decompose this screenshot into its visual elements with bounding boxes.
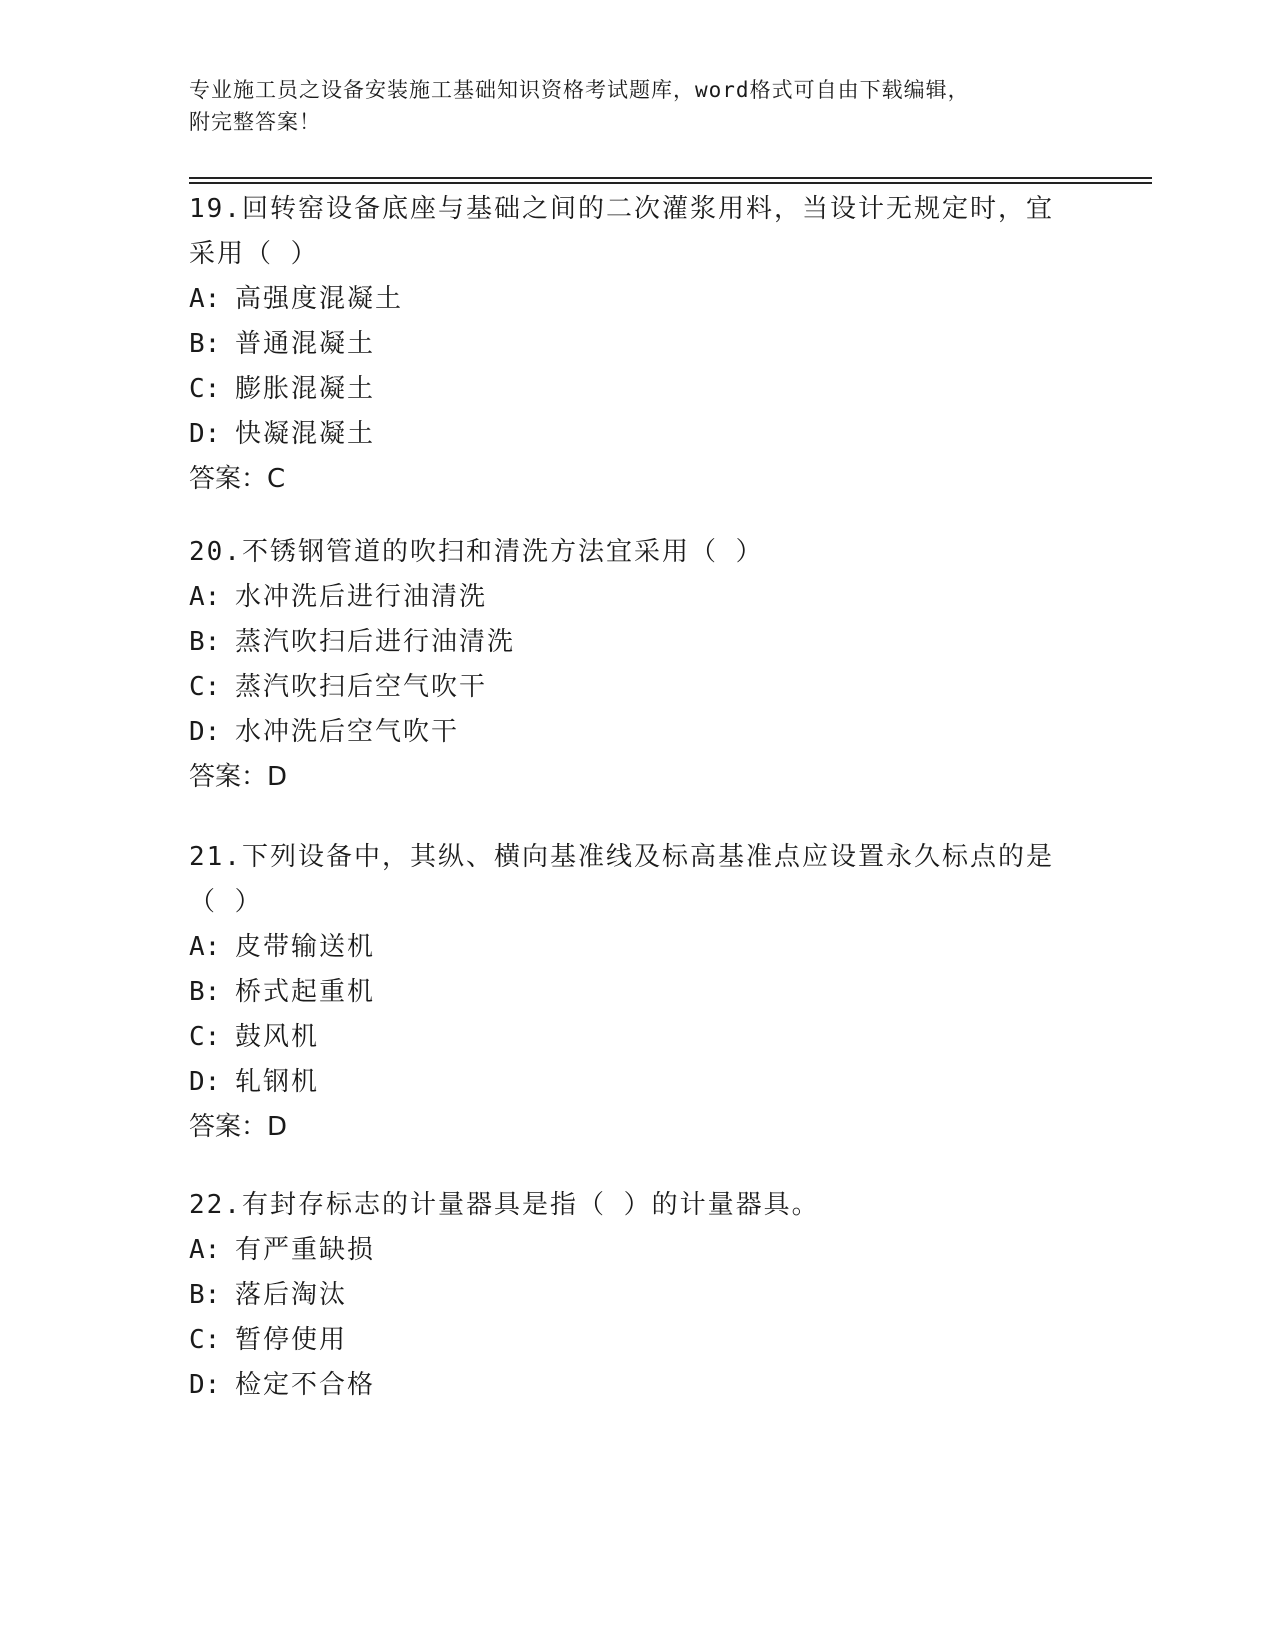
header-divider-bottom bbox=[189, 182, 1152, 184]
question-text: 21.下列设备中，其纵、横向基准线及标高基准点应设置永久标点的是 bbox=[189, 842, 1054, 872]
option-d bbox=[189, 1060, 1089, 1105]
answer-line: 答案：C bbox=[189, 464, 286, 494]
option-c bbox=[189, 367, 1089, 412]
document-page bbox=[189, 0, 1149, 1650]
question-text-continued: （ ） bbox=[189, 887, 263, 917]
option-text: 皮带输送机 bbox=[235, 932, 376, 962]
option-c bbox=[189, 1318, 1089, 1363]
option-letter: A: bbox=[189, 582, 221, 612]
option-letter: C: bbox=[189, 374, 221, 404]
option-letter: C: bbox=[189, 1325, 221, 1355]
option-a bbox=[189, 277, 1089, 322]
option-text: 鼓风机 bbox=[235, 1022, 320, 1052]
option-a bbox=[189, 1228, 1089, 1273]
option-text: 快凝混凝土 bbox=[235, 419, 376, 449]
option-letter: B: bbox=[189, 1280, 221, 1310]
document-header bbox=[189, 74, 1089, 138]
option-letter: B: bbox=[189, 627, 221, 657]
question-text: 19.回转窑设备底座与基础之间的二次灌浆用料，当设计无规定时，宜 bbox=[189, 194, 1054, 224]
option-letter: C: bbox=[189, 1022, 221, 1052]
option-letter: D: bbox=[189, 419, 221, 449]
option-letter: A: bbox=[189, 932, 221, 962]
header-divider-top bbox=[189, 177, 1152, 179]
option-text: 检定不合格 bbox=[235, 1370, 376, 1400]
option-text: 桥式起重机 bbox=[235, 977, 376, 1007]
header-line-2: 附完整答案！ bbox=[189, 110, 321, 134]
answer-line: 答案：D bbox=[189, 1112, 288, 1142]
option-d bbox=[189, 412, 1089, 457]
header-line-1: 专业施工员之设备安装施工基础知识资格考试题库，word格式可自由下载编辑， bbox=[189, 78, 970, 102]
option-letter: C: bbox=[189, 672, 221, 702]
option-letter: A: bbox=[189, 284, 221, 314]
option-a bbox=[189, 925, 1089, 970]
option-b bbox=[189, 322, 1089, 367]
option-d bbox=[189, 710, 1089, 755]
question-19 bbox=[189, 187, 1089, 502]
option-b bbox=[189, 620, 1089, 665]
option-text: 落后淘汰 bbox=[235, 1280, 348, 1310]
question-text: 22.有封存标志的计量器具是指（ ）的计量器具。 bbox=[189, 1190, 820, 1220]
option-text: 水冲洗后空气吹干 bbox=[235, 717, 460, 747]
question-21 bbox=[189, 835, 1089, 1150]
option-letter: B: bbox=[189, 329, 221, 359]
option-c bbox=[189, 665, 1089, 710]
question-text: 20.不锈钢管道的吹扫和清洗方法宜采用（ ） bbox=[189, 537, 764, 567]
option-text: 普通混凝土 bbox=[235, 329, 376, 359]
option-text: 高强度混凝土 bbox=[235, 284, 404, 314]
option-text: 蒸汽吹扫后空气吹干 bbox=[235, 672, 488, 702]
option-text: 水冲洗后进行油清洗 bbox=[235, 582, 488, 612]
option-letter: D: bbox=[189, 1067, 221, 1097]
option-d bbox=[189, 1363, 1089, 1408]
option-a bbox=[189, 575, 1089, 620]
option-b bbox=[189, 970, 1089, 1015]
option-text: 轧钢机 bbox=[235, 1067, 320, 1097]
question-22 bbox=[189, 1183, 1089, 1408]
question-text-continued: 采用（ ） bbox=[189, 239, 319, 269]
option-c bbox=[189, 1015, 1089, 1060]
option-letter: B: bbox=[189, 977, 221, 1007]
option-text: 膨胀混凝土 bbox=[235, 374, 376, 404]
option-text: 有严重缺损 bbox=[235, 1235, 376, 1265]
option-letter: D: bbox=[189, 1370, 221, 1400]
option-letter: A: bbox=[189, 1235, 221, 1265]
option-text: 暂停使用 bbox=[235, 1325, 348, 1355]
question-20 bbox=[189, 530, 1089, 800]
answer-line: 答案：D bbox=[189, 762, 288, 792]
option-b bbox=[189, 1273, 1089, 1318]
option-text: 蒸汽吹扫后进行油清洗 bbox=[235, 627, 516, 657]
option-letter: D: bbox=[189, 717, 221, 747]
